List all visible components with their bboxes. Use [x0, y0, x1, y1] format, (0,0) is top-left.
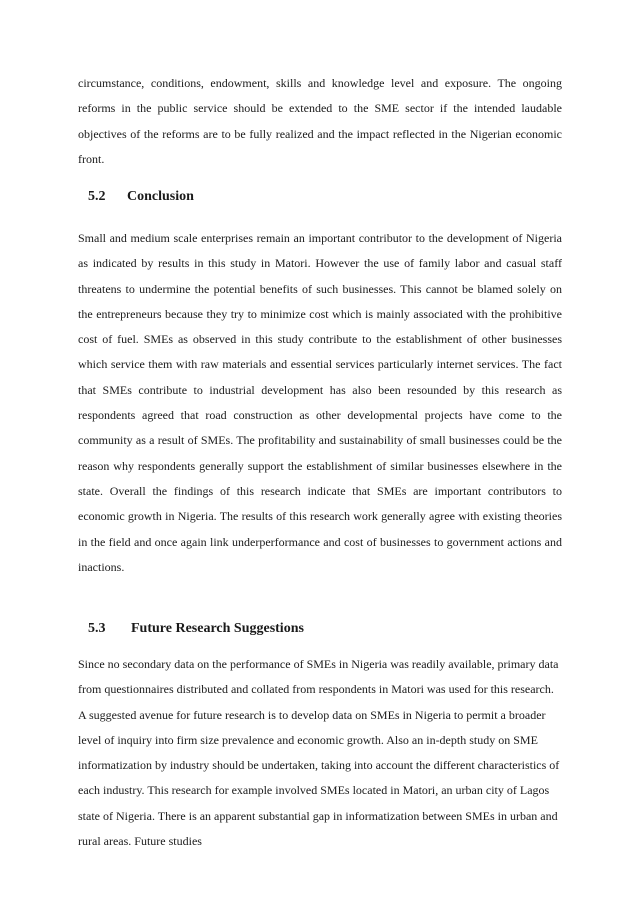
continued-paragraph: circumstance, conditions, endowment, skills and knowledge level and exposure. The ongoing reforms in the public service should be extended to the SME sector if the intended laudable objectives of the reforms are to be fully realized and the impact reflected in the Nigerian economic front. [78, 76, 562, 166]
future-research-paragraph: Since no secondary data on the performance of SMEs in Nigeria was readily available, primary data from questionnaires distributed and collated from respondents in Matori was used for this research. A suggested avenue for future research is to develop data on SMEs in Nigeria to permit a broader level of inquiry into firm size prevalence and economic growth. Also an in-depth study on SME informatization by industry should be undertaken, taking into account the different characteristics of each industry. This research for example involved SMEs located in Matori, an urban city of Lagos state of Nigeria. There is an apparent substantial gap in informatization between SMEs in urban and rural areas. Future studies [78, 657, 560, 849]
section-title: Future Research Suggestions [131, 621, 304, 636]
section-title: Conclusion [127, 189, 194, 204]
section-number: 5.2 [88, 189, 106, 204]
section-heading-future-research [88, 619, 304, 639]
conclusion-paragraph: Small and medium scale enterprises remain an important contributor to the development of Nigeria as indicated by results in this study in Matori. However the use of family labor and casual staff threatens to undermine the potential benefits of such businesses. This cannot be blamed solely on the entrepreneurs because they try to minimize cost which is mainly associated with the prohibitive cost of fuel. SMEs as observed in this study contribute to the establishment of other businesses which service them with raw materials and essential services particularly internet services. The fact that SMEs contribute to industrial development has also been resounded by this research as respondents agreed that road construction as other developmental projects have come to the community as a result of SMEs. The profitability and sustainability of small businesses could be the reason why respondents generally support the establishment of similar businesses elsewhere in the state. Overall the findings of this research indicate that SMEs are important contributors to economic growth in Nigeria. The results of this research work generally agree with existing theories in the field and once again link underperformance and cost of businesses to government actions and inactions. [78, 231, 562, 574]
section-number: 5.3 [88, 621, 106, 636]
section-heading-conclusion [88, 187, 194, 207]
